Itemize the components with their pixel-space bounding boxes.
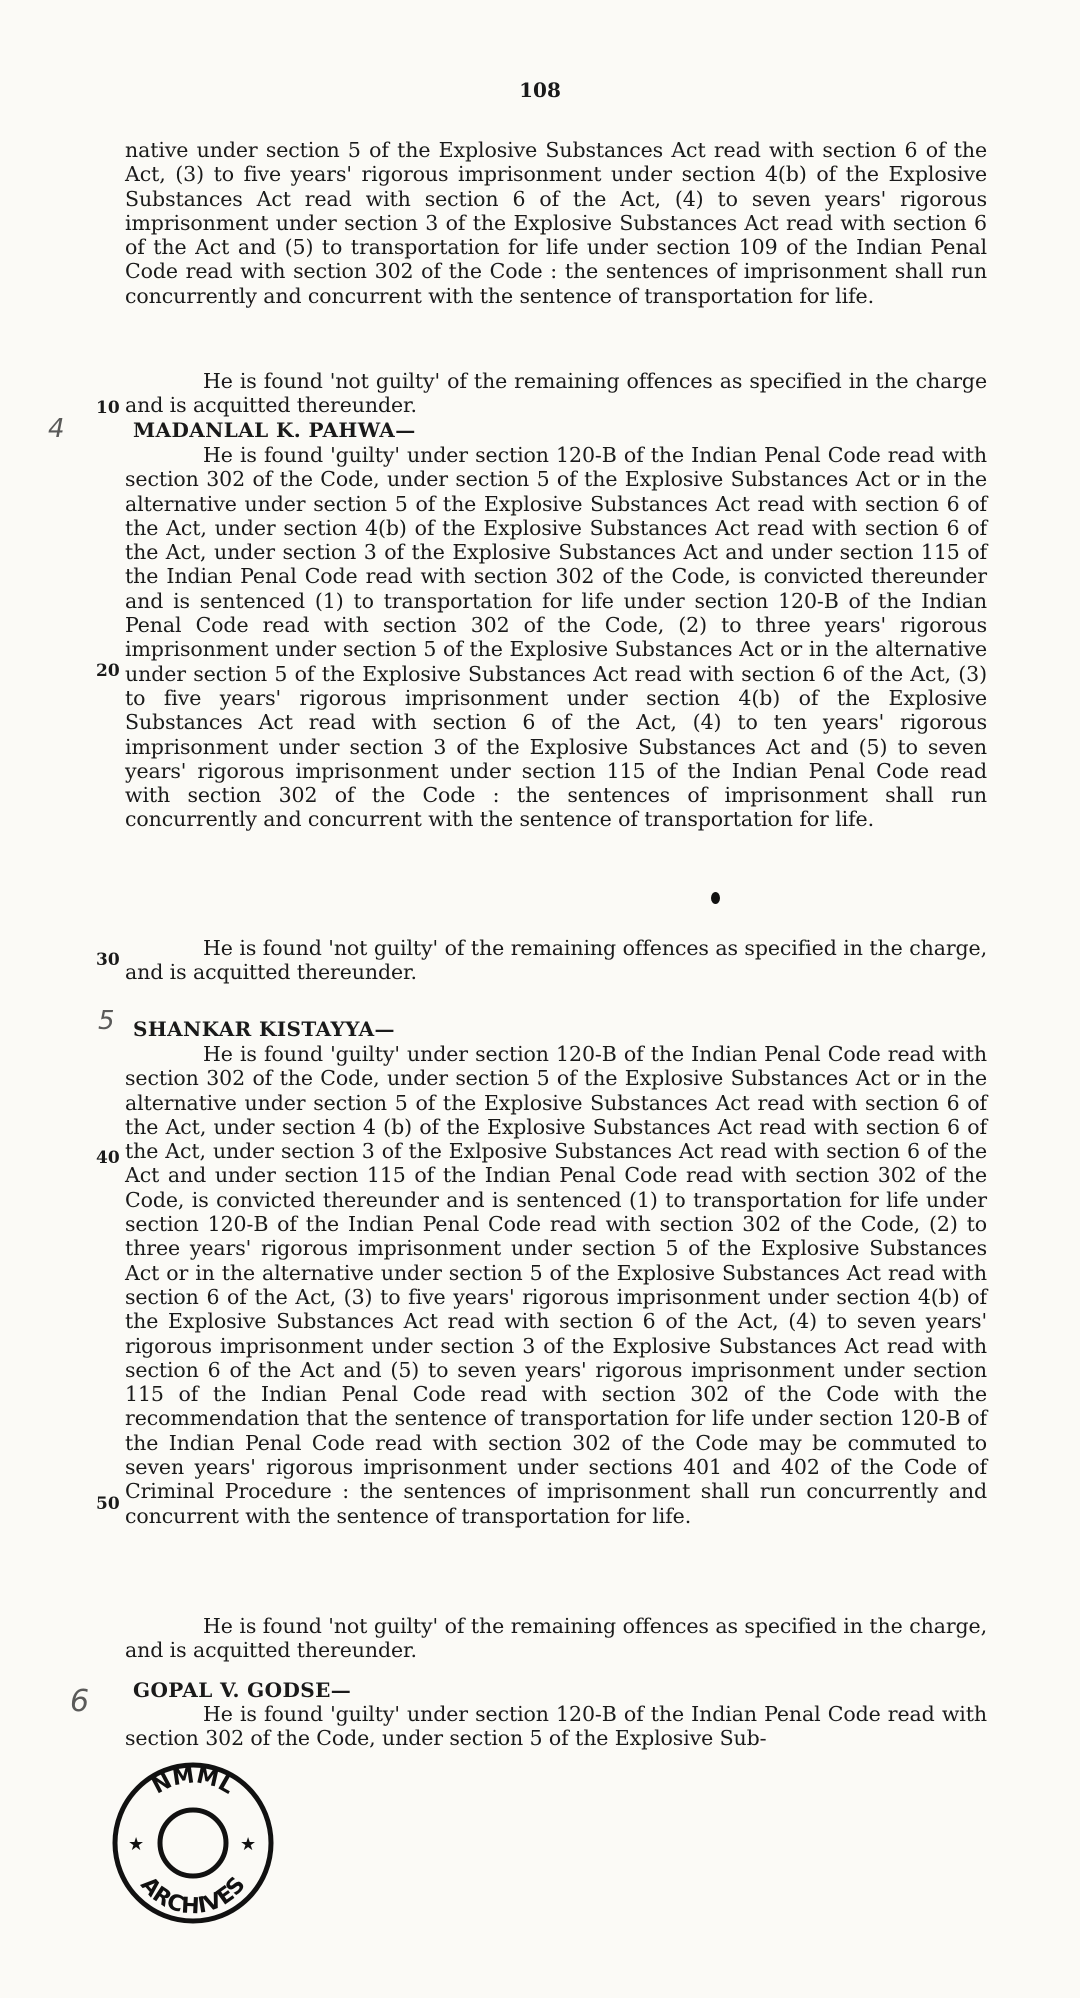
text-block-shankar (125, 1042, 987, 1528)
line-number-10: 10 (96, 398, 120, 418)
paragraph: He is found 'guilty' under section 120-B of the Indian Penal Code read with section 302 of the Code, under section 5 of the Explosive Substances Act or in the alternative under section 5 of the Explosive Substances Act read with section 6 of the Act, under section 4 (b) of the Explosive Substances Act read with section 6 of the Act, under section 3 of the Exlposive Substances Act read with section 6 of the Act and under section 115 of the Indian Penal Code read with section 302 of the Code, is convicted thereunder and is sentenced (1) to transportation for life under section 120-B of the Indian Penal Code read with section 302 of the Code, (2) to three years' rigorous imprisonment under section 5 of the Explosive Substances Act or in the alternative under section 5 of the Explosive Substances Act read with section 6 of the Act, (3) to five years' rigorous imprisonment under section 4(b) of the Explosive Substances Act read with section 6 of the Act, (4) to seven years' rigorous imprisonment under section 3 of the Explosive Substances Act read with section 6 of the Act and (5) to seven years' rigorous imprisonment under section 115 of the Indian Penal Code read with section 302 of the Code with the recommendation that the sentence of transportation for life under section 120-B of the Indian Penal Code read with section 302 of the Code may be commuted to seven years' rigorous imprisonment under sections 401 and 402 of the Code of Criminal Procedure : the sentences of imprisonment shall run concurrently and concurrent with the sentence of transportation for life. (125, 1042, 987, 1528)
text-block-madanlal (125, 443, 987, 832)
text-block-not-guilty-3 (125, 1614, 987, 1663)
accused-heading-shankar: SHANKAR KISTAYYA— (133, 1017, 395, 1041)
line-number-30: 30 (96, 950, 120, 970)
paragraph: He is found 'guilty' under section 120-B of the Indian Penal Code read with section 302 of the Code, under section 5 of the Explosive Substances Act or in the alternative under section 5 of the Explosive Substances Act read with section 6 of the Act, under section 4(b) of the Explosive Substances Act read with section 6 of the Act, under section 3 of the Explosive Substances Act and under section 115 of the Indian Penal Code read with section 302 of the Code, is convicted thereunder and is sentenced (1) to transportation for life under section 120-B of the Indian Penal Code read with section 302 of the Code, (2) to three years' rigorous imprisonment under section 5 of the Explosive Substances Act or in the alternative under section 5 of the Explosive Substances Act read with section 6 of the Act, (3) to five years' rigorous imprisonment under section 4(b) of the Explosive Substances Act read with section 6 of the Act, (4) to ten years' rigorous imprisonment under section 3 of the Explosive Substances Act and (5) to seven years' rigorous imprisonment under section 115 of the Indian Penal Code read with section 302 of the Code : the sentences of imprisonment shall run concurrently and concurrent with the sentence of transportation for life. (125, 443, 987, 832)
line-number-50: 50 (96, 1494, 120, 1514)
archive-stamp (108, 1758, 278, 1928)
svg-text:★: ★ (240, 1834, 257, 1855)
svg-text:★: ★ (128, 1834, 145, 1855)
stamp-text-top: NMML (148, 1763, 239, 1800)
stamp-text-bottom: ARCHIVES (135, 1872, 251, 1920)
margin-note-5: 5 (98, 1006, 115, 1036)
text-block-not-guilty-2 (125, 936, 987, 985)
accused-heading-gopal: GOPAL V. GODSE— (133, 1678, 352, 1702)
paragraph: He is found 'not guilty' of the remaining offences as specified in the charge, and is acquitted thereunder. (125, 1614, 987, 1663)
line-number-40: 40 (96, 1148, 120, 1168)
text-block-continuation (125, 138, 987, 308)
paragraph: He is found 'guilty' under section 120-B of the Indian Penal Code read with section 302 of the Code, under section 5 of the Explosive Sub- (125, 1702, 987, 1751)
paragraph: He is found 'not guilty' of the remaining offences as specified in the charge, and is acquitted thereunder. (125, 936, 987, 985)
margin-note-4: 4 (48, 414, 65, 444)
accused-heading-madanlal: MADANLAL K. PAHWA— (133, 418, 416, 442)
line-number-20: 20 (96, 661, 120, 681)
paragraph: He is found 'not guilty' of the remaining offences as specified in the charge and is acquitted thereunder. (125, 369, 987, 418)
text-block-not-guilty-1 (125, 369, 987, 418)
text-block-gopal (125, 1702, 987, 1751)
ink-dot (711, 892, 720, 904)
page-number: 108 (519, 78, 561, 102)
paragraph: native under section 5 of the Explosive Substances Act read with section 6 of the Act, (3) to five years' rigorous imprisonment under section 4(b) of the Explosive Substances Act read with section 6 of the Act, (4) to seven years' rigorous imprisonment under section 3 of the Explosive Substances Act read with section 6 of the Act and (5) to transportation for life under section 109 of the Indian Penal Code read with section 302 of the Code : the sentences of imprisonment shall run concurrently and concurrent with the sentence of transportation for life. (125, 138, 987, 308)
margin-note-6: 6 (70, 1684, 90, 1719)
